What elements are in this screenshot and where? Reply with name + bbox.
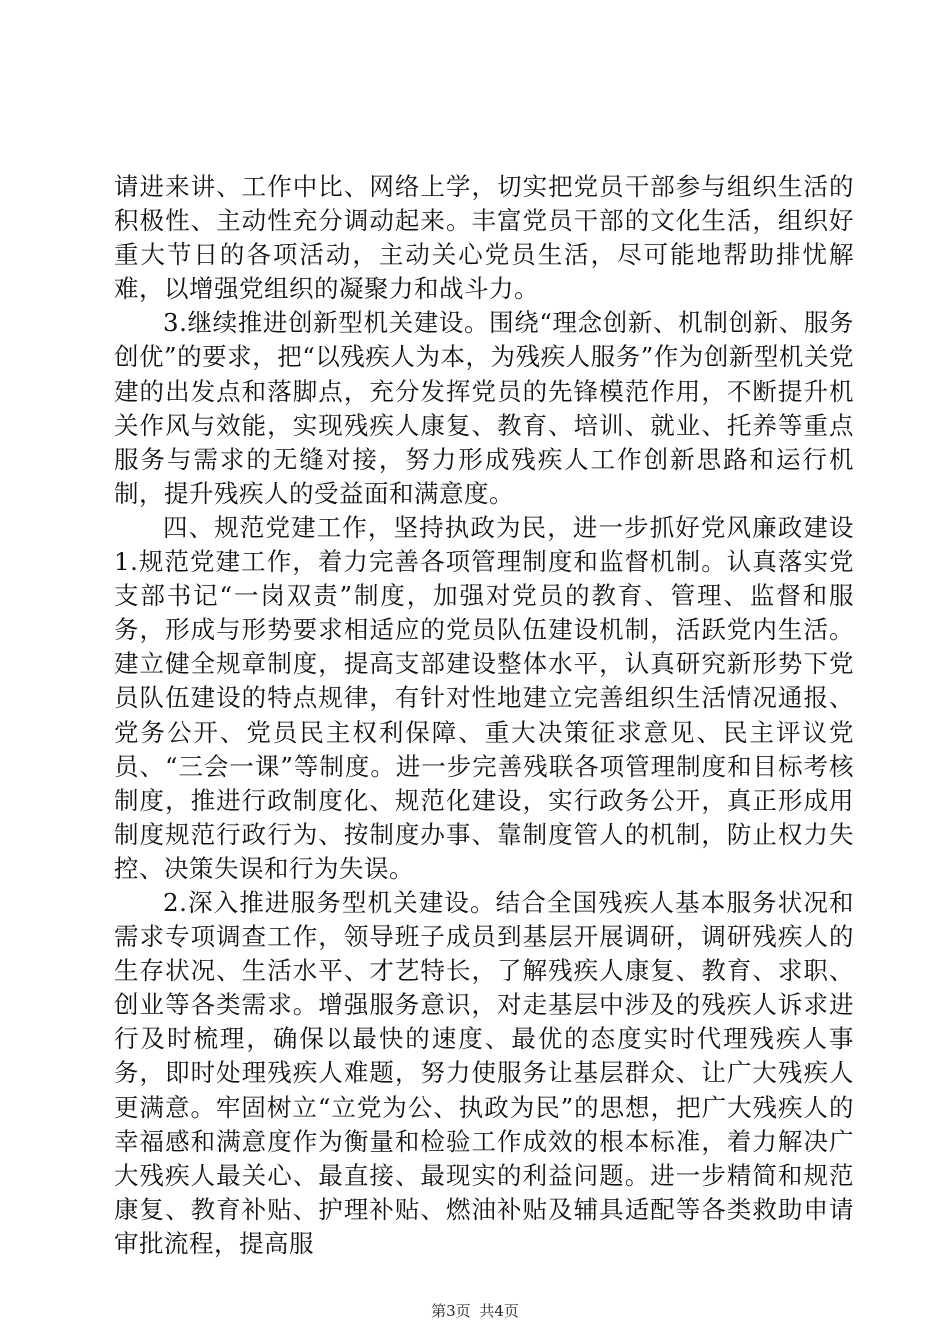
page-number: 第3页 bbox=[431, 1302, 471, 1320]
page-total: 共4页 bbox=[479, 1302, 519, 1320]
paragraph-4: 2.深入推进服务型机关建设。结合全国残疾人基本服务状况和需求专项调查工作，领导班子成员到基层开展调研，调研残疾人的生存状况、生活水平、才艺特长，了解残疾人康复、教育、求职、创业等各类需求。增强服务意识，对走基层中涉及的残疾人诉求进行及时梳理，确保以最快的速度、最优的态度实时代理残疾人事务，即时处理残疾人难题，努力使服务让基层群众、让广大残疾人更满意。牢固树立“立党为公、执政为民”的思想，把广大残疾人的幸福感和满意度作为衡量和检验工作成效的根本标准，着力解决广大残疾人最关心、最直接、最现实的利益问题。进一步精简和规范康复、教育补贴、护理补贴、燃油补贴及辅具适配等各类救助申请审批流程，提高服 bbox=[114, 887, 854, 1258]
paragraph-3: 四、规范党建工作，坚持执政为民，进一步抓好党风廉政建设1.规范党建工作，着力完善各项管理制度和监督机制。认真落实党支部书记“一岗双责”制度，加强对党员的教育、管理、监督和服务，形成与形势要求相适应的党员队伍建设机制，活跃党内生活。建立健全规章制度，提高支部建设整体水平，认真研究新形势下党员队伍建设的特点规律，有针对性地建立完善组织生活情况通报、党务公开、党员民主权利保障、重大决策征求意见、民主评议党员、“三会一课”等制度。进一步完善残联各项管理制度和目标考核制度，推进行政制度化、规范化建设，实行政务公开，真正形成用制度规范行政行为、按制度办事、靠制度管人的机制，防止权力失控、决策失误和行为失误。 bbox=[114, 512, 854, 883]
document-body bbox=[114, 170, 854, 1261]
paragraph-2: 3.继续推进创新型机关建设。围绕“理念创新、机制创新、服务创优”的要求，把“以残疾人为本，为残疾人服务”作为创新型机关党建的出发点和落脚点，充分发挥党员的先锋模范作用，不断提升机关作风与效能，实现残疾人康复、教育、培训、就业、托养等重点服务与需求的无缝对接，努力形成残疾人工作创新思路和运行机制，提升残疾人的受益面和满意度。 bbox=[114, 308, 854, 508]
page-footer bbox=[0, 1300, 950, 1321]
paragraph-1: 请进来讲、工作中比、网络上学，切实把党员干部参与组织生活的积极性、主动性充分调动起来。丰富党员干部的文化生活，组织好重大节日的各项活动，主动关心党员生活，尽可能地帮助排忧解难，以增强党组织的凝聚力和战斗力。 bbox=[114, 172, 854, 304]
